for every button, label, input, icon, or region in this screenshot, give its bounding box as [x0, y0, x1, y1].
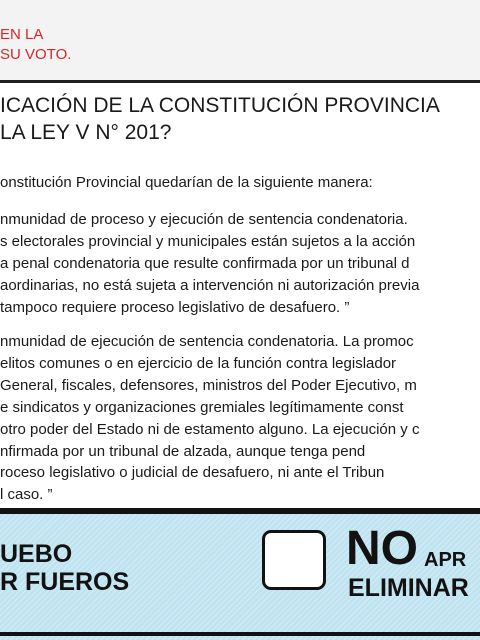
question-line-2: LA LEY V N° 201? — [0, 121, 172, 144]
referendum-question — [0, 92, 440, 146]
paragraph-1-line: s electorales provincial y municipales están sujetos a la acción — [0, 232, 416, 250]
article-paragraph-1 — [0, 209, 419, 319]
no-option-subtitle: ELIMINAR — [348, 574, 469, 602]
no-option-checkbox[interactable] — [262, 530, 326, 590]
header-band — [0, 0, 480, 80]
yes-option-line-1: UEBO — [0, 540, 73, 568]
paragraph-1-line: a penal condenatoria que resulte confirmada por un tribunal d — [0, 254, 410, 272]
paragraph-2-line: roceso legislativo o judicial de desafuero, ni ante el Tribun — [0, 464, 385, 482]
question-line-1: ICACIÓN DE LA CONSTITUCIÓN PROVINCIA — [0, 94, 440, 117]
paragraph-1-line: nmunidad de proceso y ejecución de sentencia condenatoria. — [0, 211, 408, 228]
paragraph-2-line: nfirmada por un tribunal de alzada, aunque tenga pend — [0, 442, 366, 460]
options-top-rule — [0, 508, 480, 514]
intro-text: onstitución Provincial quedarían de la siguiente manera: — [0, 174, 373, 191]
header-line-2: SU VOTO. — [0, 46, 72, 63]
paragraph-2-line: elitos comunes o en ejercicio de la función contra legislador — [0, 354, 397, 372]
header-divider — [0, 80, 480, 83]
paragraph-2-line: nmunidad de ejecución de sentencia condenatoria. La promoc — [0, 333, 414, 350]
paragraph-1-line: aordinarias, no está sujeta a intervención ni autorización previa — [0, 276, 420, 294]
paragraph-2-line: otro poder del Estado ni de estamento alguno. La ejecución y c — [0, 420, 420, 438]
paragraph-2-line: General, fiscales, defensores, ministros del Poder Ejecutivo, m — [0, 376, 417, 394]
paragraph-1-line: tampoco requiere proceso legislativo de desafuero. ” — [0, 298, 350, 316]
article-paragraph-2 — [0, 331, 419, 506]
no-option-suffix: APR — [424, 549, 467, 571]
no-option-title: NO — [346, 522, 418, 575]
yes-option-label — [0, 540, 129, 596]
yes-option-line-2: R FUEROS — [0, 568, 130, 596]
options-bottom-rule — [0, 632, 480, 636]
paragraph-2-line: l caso. ” — [0, 486, 53, 504]
paragraph-2-line: e sindicatos y organizaciones gremiales legítimamente const — [0, 398, 404, 416]
header-line-1: EN LA — [0, 26, 44, 43]
